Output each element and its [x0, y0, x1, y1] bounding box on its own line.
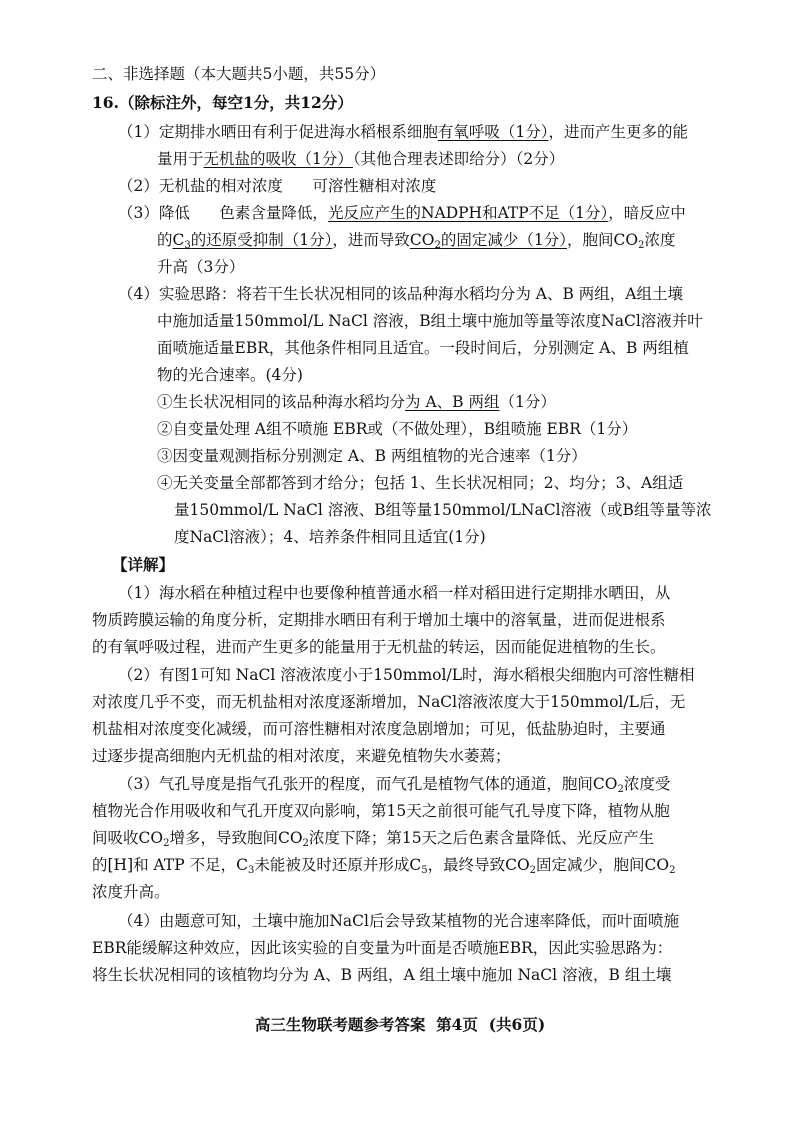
- detail-2-line3: 机盐相对浓度变化减缓，而可溶性糖相对浓度急剧增加；可见，低盐胁迫时，主要通: [92, 720, 666, 738]
- q16-part4-line4: 物的光合速率。(4分): [157, 366, 303, 384]
- detail-2-line1: （2）有图1可知 NaCl 溶液浓度小于150mmol/L时，海水稻根尖细胞内可溶性糖相: [118, 666, 695, 684]
- detail-4-line2: EBR能缓解这种效应，因此该实验的自变量为叶面是否喷施EBR，因此实验思路为：: [92, 939, 673, 957]
- q16-part4-line2: 中施加适量150mmol/L NaCl 溶液，B组土壤中施加等量等浓度NaCl溶液并叶: [157, 312, 703, 330]
- q16-part4-line3: 面喷施适量EBR，其他条件相同且适宜。一段时间后，分别测定 A、B 两组植: [157, 339, 689, 357]
- q16-part4-item4-line3: 度NaCl溶液）；4、培养条件相同且适宜(1分): [174, 528, 486, 546]
- section-title: 二、非选择题（本大题共5小题，共55分）: [92, 65, 386, 83]
- q16-part3-line1: （3）降低 色素含量降低，光反应产生的NADPH和ATP不足（1分），暗反应中: [118, 204, 686, 222]
- detail-3-line3: 间吸收$CO_2$增多，导致胞间$CO_2$浓度下降；第15天之后色素含量降低、光反应产生: [92, 829, 655, 849]
- q16-part4-item4-line2: 量150mmol/L NaCl 溶液、B组等量150mmol/LNaCl溶液（或B组等量等浓: [174, 501, 712, 519]
- page-footer: 高三生物联考题参考答案 第4页 (共6页): [254, 1015, 546, 1034]
- detail-3-line4: 的[H]和 ATP 不足，$C_3$未能被及时还原并形成$C_5$，最终导致$CO_2$固定减少，胞间$CO_2$: [92, 856, 676, 876]
- q16-part4-item2: ②自变量处理 A组不喷施 EBR或（不做处理），B组喷施 EBR（1分）: [157, 420, 638, 438]
- detail-title: 【详解】: [112, 555, 175, 574]
- detail-1-line2: 物质跨膜运输的角度分析，定期排水晒田有利于增加土壤中的溶氧量，进而促进根系: [92, 611, 666, 629]
- detail-3-line1: （3）气孔导度是指气孔张开的程度，而气孔是植物气体的通道，胞间$CO_2$浓度受: [118, 775, 671, 795]
- detail-1-line3: 的有氧呼吸过程，进而产生更多的能量用于无机盐的转运，因而能促进植物的生长。: [92, 638, 666, 656]
- q16-part4-item1: ①生长状况相同的该品种海水稻均分为 A、B 两组（1分）: [157, 393, 556, 411]
- q16-part3-line3: 升高（3分）: [157, 258, 245, 276]
- detail-1-line1: （1）海水稻在种植过程中也要像种植普通水稻一样对稻田进行定期排水晒田，从: [118, 584, 671, 602]
- detail-3-line5: 浓度升高。: [92, 883, 170, 901]
- q16-part1-line2: 量用于无机盐的吸收（1分）（其他合理表述即给分）（2分）: [157, 150, 565, 168]
- q16-header: 16.（除标注外，每空1分，共12分）: [92, 93, 353, 112]
- detail-2-line2: 对浓度几乎不变，而无机盐相对浓度逐渐增加，NaCl溶液浓度大于150mmol/L后，无: [92, 693, 686, 711]
- q16-part3-line2: 的$C_3$的还原受抑制（1分），进而导致$CO_2$的固定减少（1分），胞间$CO_2$浓度: [157, 231, 676, 251]
- detail-4-line1: （4）由题意可知，土壤中施加NaCl后会导致某植物的光合速率降低，而叶面喷施: [118, 912, 679, 930]
- q16-part4-item3: ③因变量观测指标分别测定 A、B 两组植物的光合速率（1分）: [157, 447, 587, 465]
- q16-part4-line1: （4）实验思路：将若干生长状况相同的该品种海水稻均分为 A、B 两组，A组土壤: [118, 285, 683, 303]
- q16-part2: （2）无机盐的相对浓度 可溶性糖相对浓度: [118, 177, 437, 195]
- q16-part1-line1: （1）定期排水晒田有利于促进海水稻根系细胞有氧呼吸（1分），进而产生更多的能: [118, 123, 689, 141]
- detail-3-line2: 植物光合作用吸收和气孔开度双向影响，第15天之前很可能气孔导度下降，植物从胞: [92, 802, 670, 820]
- detail-2-line4: 过逐步提高细胞内无机盐的相对浓度，来避免植物失水萎蔫；: [92, 747, 511, 765]
- detail-4-line3: 将生长状况相同的该植物均分为 A、B 两组，A 组土壤中施加 NaCl 溶液，B 组土壤: [92, 966, 672, 984]
- q16-part4-item4-line1: ④无关变量全部都答到才给分；包括 1、生长状况相同；2、均分；3、A组适: [157, 474, 684, 492]
